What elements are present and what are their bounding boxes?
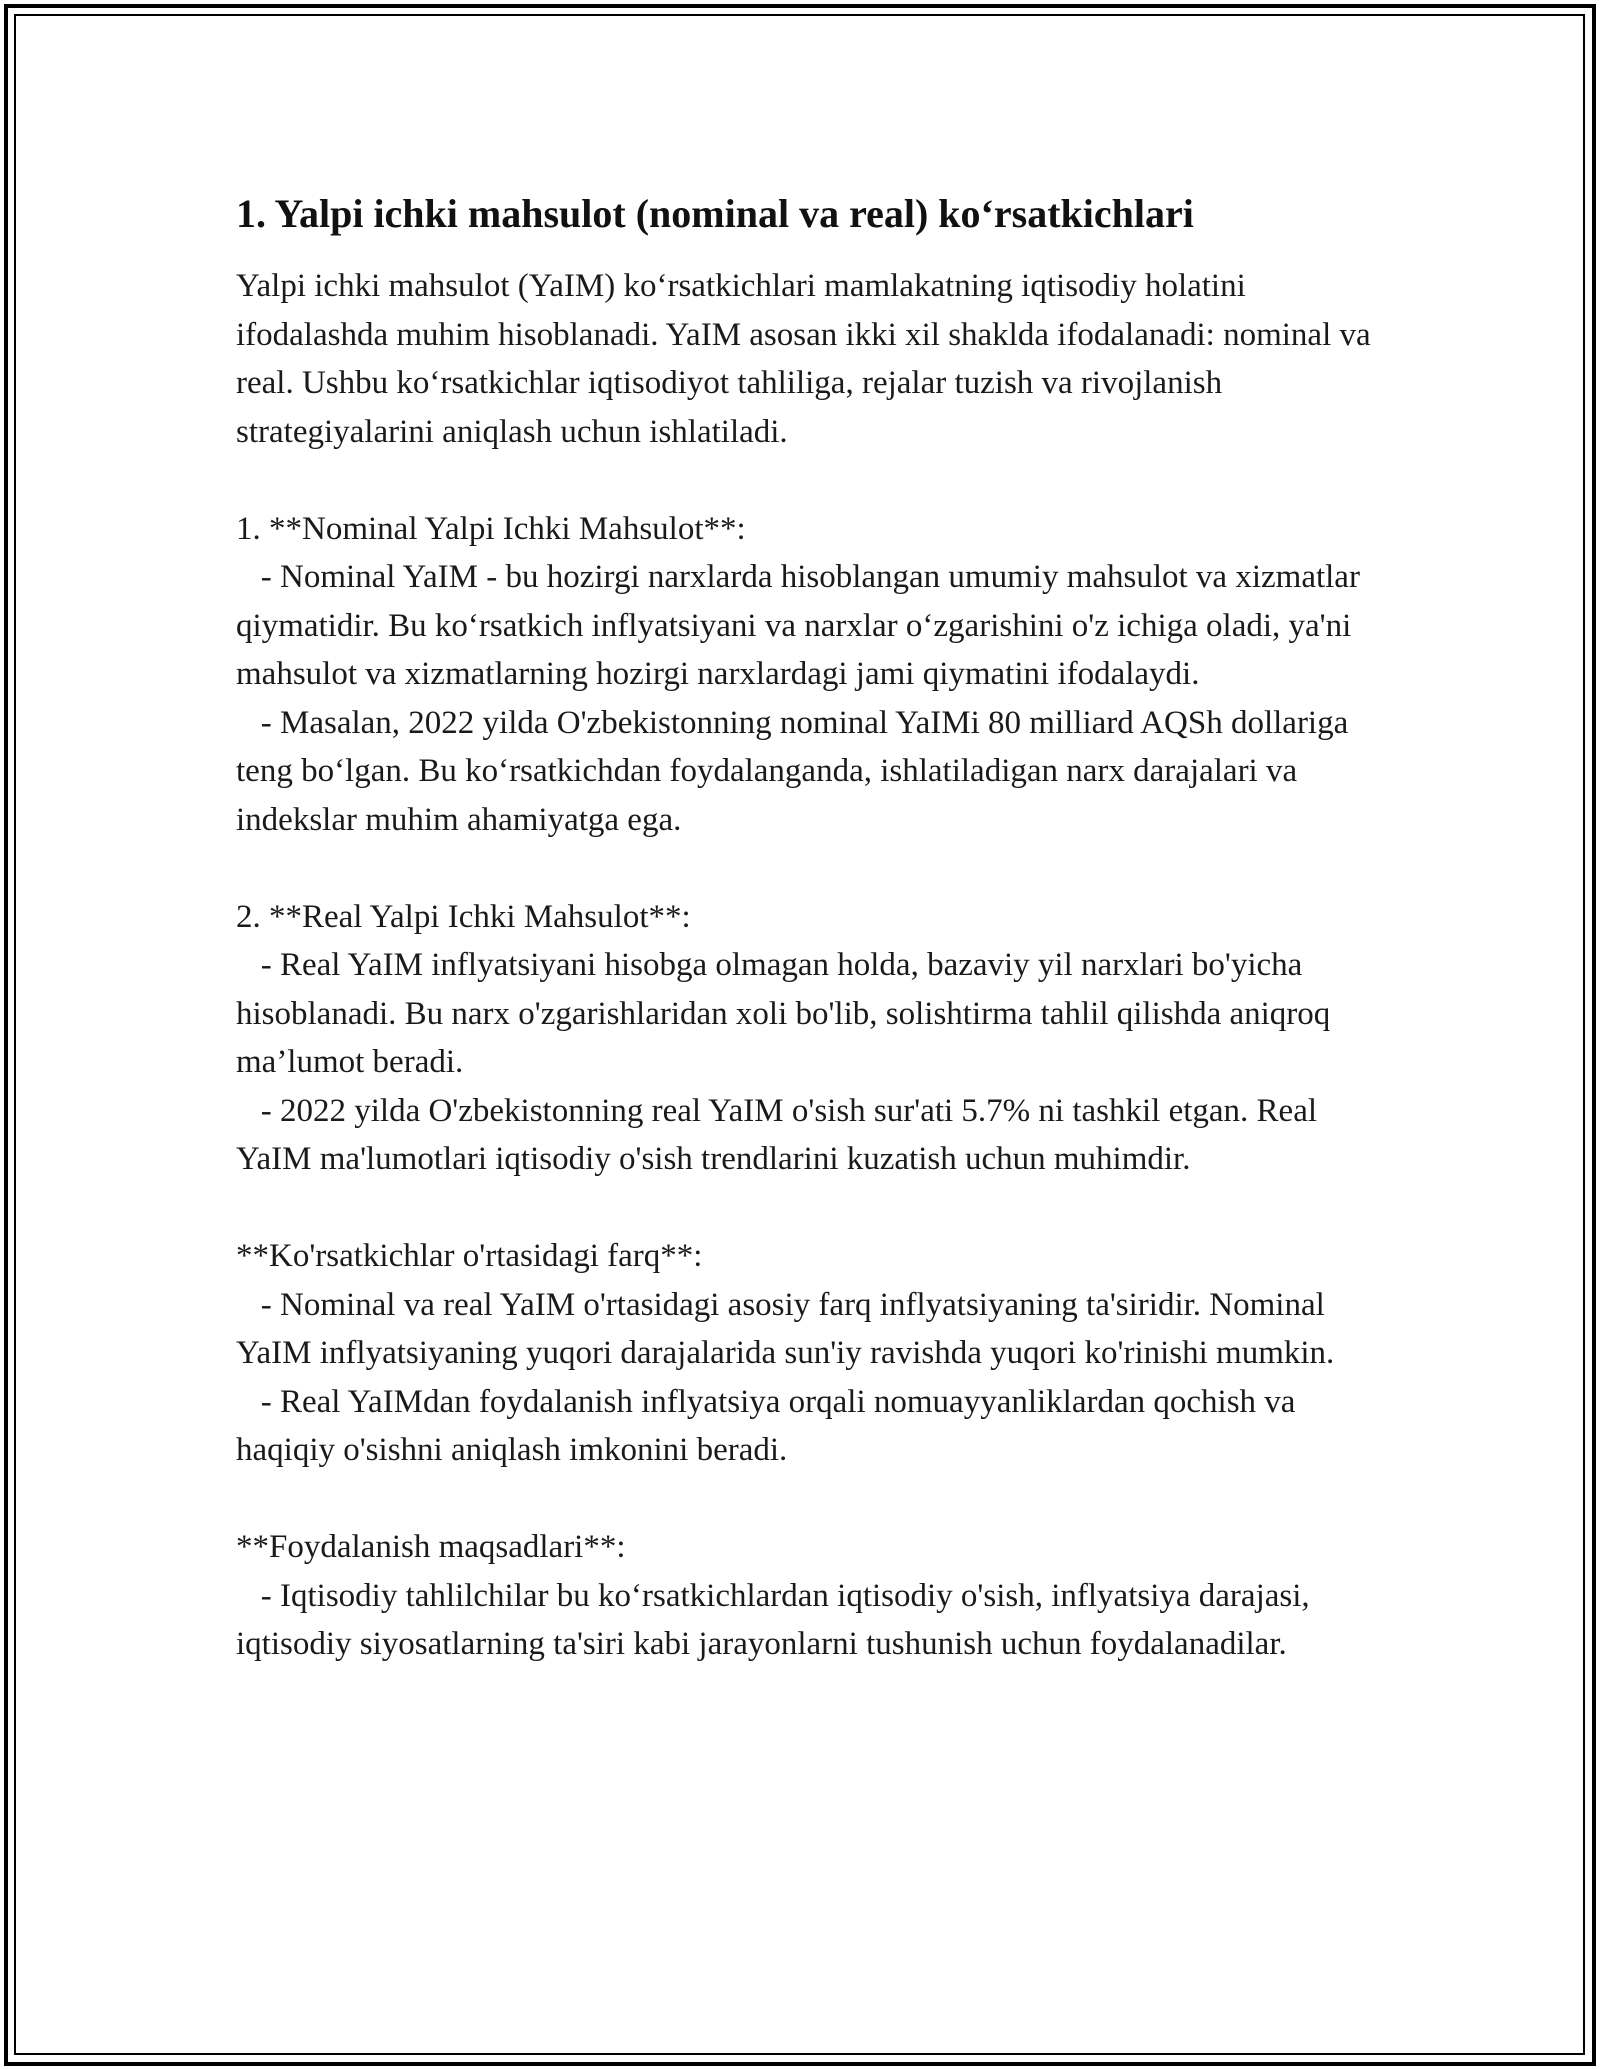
spacer bbox=[236, 844, 1396, 893]
section-item: - Real YaIM inflyatsiyani hisobga olmagan holda, bazaviy yil narxlari bo'yicha hisoblanadi. Bu narx o'zgarishlaridan xoli bo'lib, solishtirma tahlil qilishda aniqroq ma’lumot beradi. bbox=[236, 947, 1339, 1080]
document-body bbox=[236, 188, 1396, 1669]
document-heading: 1. Yalpi ichki mahsulot (nominal va real) ko‘rsatkichlari bbox=[236, 191, 1194, 236]
section-item: - Real YaIMdan foydalanish inflyatsiya orqali nomuayyanliklardan qochish va haqiqiy o'sishni aniqlash imkonini beradi. bbox=[236, 1383, 1304, 1468]
section-title: **Foydalanish maqsadlari**: bbox=[236, 1529, 626, 1565]
spacer bbox=[236, 1475, 1396, 1524]
section-item: - Iqtisodiy tahlilchilar bu ko‘rsatkichlardan iqtisodiy o'sish, inflyatsiya darajasi, iqtisodiy siyosatlarning ta'siri kabi jarayonlarni tushunish uchun foydalanadilar. bbox=[236, 1577, 1318, 1662]
section-item: - Nominal va real YaIM o'rtasidagi asosiy farq inflyatsiyaning ta'siridir. Nominal YaIM inflyatsiyaning yuqori darajalarida sun'iy ravishda yuqori ko'rinishi mumkin. bbox=[236, 1286, 1335, 1371]
section-real bbox=[236, 893, 1396, 1184]
spacer bbox=[236, 1184, 1396, 1233]
section-title: **Ko'rsatkichlar o'rtasidagi farq**: bbox=[236, 1238, 703, 1274]
section-item: - Nominal YaIM - bu hozirgi narxlarda hisoblangan umumiy mahsulot va xizmatlar qiymatidir. Bu ko‘rsatkich inflyatsiyani va narxlar o‘zgarishini o'z ichiga oladi, ya'ni mahsulot va xizmatlarning hozirgi narxlardagi jami qiymatini ifodalaydi. bbox=[236, 559, 1369, 692]
section-item: - Masalan, 2022 yilda O'zbekistonning nominal YaIMi 80 milliard AQSh dollariga teng bo‘lgan. Bu ko‘rsatkichdan foydalanganda, ishlatiladigan narx darajalari va indekslar muhim ahamiyatga ega. bbox=[236, 704, 1357, 838]
section-item: - 2022 yilda O'zbekistonning real YaIM o'sish sur'ati 5.7% ni tashkil etgan. Real YaIM ma'lumotlari iqtisodiy o'sish trendlarini kuzatish uchun muhimdir. bbox=[236, 1092, 1325, 1177]
section-usage bbox=[236, 1523, 1396, 1669]
spacer bbox=[236, 456, 1396, 505]
section-title: 1. **Nominal Yalpi Ichki Mahsulot**: bbox=[236, 510, 746, 547]
section-difference bbox=[236, 1232, 1396, 1475]
intro-paragraph: Yalpi ichki mahsulot (YaIM) ko‘rsatkichlari mamlakatning iqtisodiy holatini ifodalashda muhim hisoblanadi. YaIM asosan ikki xil shaklda ifodalanadi: nominal va real. Ushbu ko‘rsatkichlar iqtisodiyot tahliliga, rejalar tuzish va rivojlanish strategiyalarini aniqlash uchun ishlatiladi. bbox=[236, 268, 1379, 450]
section-title: 2. **Real Yalpi Ichki Mahsulot**: bbox=[236, 898, 691, 935]
section-nominal bbox=[236, 505, 1396, 845]
